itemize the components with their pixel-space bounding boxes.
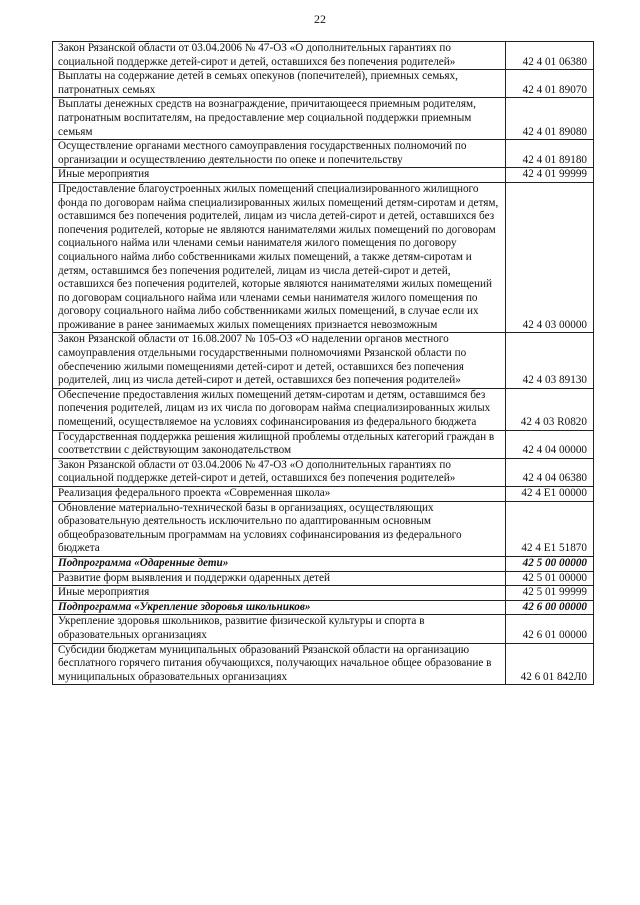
row-code-cell: 42 4 01 89070 (506, 70, 594, 98)
table-body (53, 42, 594, 685)
row-name-cell: Развитие форм выявления и поддержки одаренных детей (53, 571, 506, 586)
row-code-cell: 42 4 04 00000 (506, 430, 594, 458)
table-row (53, 615, 594, 643)
budget-classification-table (52, 41, 594, 685)
row-name-cell: Закон Рязанской области от 03.04.2006 № 47-ОЗ «О дополнительных гарантиях по социальной поддержке детей-сирот и детей, оставшихся без попечения родителей» (53, 42, 506, 70)
table-row (53, 70, 594, 98)
row-name-cell: Реализация федерального проекта «Современная школа» (53, 487, 506, 502)
row-code-cell: 42 5 01 99999 (506, 586, 594, 601)
row-name-cell: Выплаты денежных средств на вознаграждение, причитающееся приемным родителям, патронатным воспитателям, на предоставление мер социальной поддержки приемным семьям (53, 98, 506, 140)
row-code-cell: 42 4 01 06380 (506, 42, 594, 70)
row-code-cell: 42 5 00 00000 (506, 556, 594, 571)
table-row (53, 168, 594, 183)
table-row (53, 501, 594, 556)
page-number: 22 (314, 12, 326, 26)
row-name-cell: Подпрограмма «Укрепление здоровья школьников» (53, 600, 506, 615)
row-name-cell: Закон Рязанской области от 03.04.2006 № 47-ОЗ «О дополнительных гарантиях по социальной поддержке детей-сирот и детей, оставшихся без попечения родителей» (53, 458, 506, 486)
row-name-cell: Подпрограмма «Одаренные дети» (53, 556, 506, 571)
row-name-cell: Укрепление здоровья школьников, развитие физической культуры и спорта в образовательных организациях (53, 615, 506, 643)
row-name-cell: Иные мероприятия (53, 168, 506, 183)
row-code-cell: 42 4 01 89180 (506, 140, 594, 168)
row-code-cell: 42 4 01 89080 (506, 98, 594, 140)
table-row (53, 430, 594, 458)
table-row (53, 487, 594, 502)
table-row (53, 140, 594, 168)
table-row (53, 571, 594, 586)
table-row (53, 600, 594, 615)
row-name-cell: Субсидии бюджетам муниципальных образований Рязанской области на организацию бесплатного горячего питания обучающихся, получающих начальное общее образование в муниципальных образовательных организациях (53, 643, 506, 685)
row-name-cell: Выплаты на содержание детей в семьях опекунов (попечителей), приемных семьях, патронатных семьях (53, 70, 506, 98)
row-name-cell: Государственная поддержка решения жилищной проблемы отдельных категорий граждан в соответствии с действующим законодательством (53, 430, 506, 458)
row-code-cell: 42 6 01 00000 (506, 615, 594, 643)
row-code-cell: 42 6 00 00000 (506, 600, 594, 615)
row-code-cell: 42 4 E1 51870 (506, 501, 594, 556)
row-name-cell: Предоставление благоустроенных жилых помещений специализированного жилищного фонда по договорам найма специализированных жилых помещений детям-сиротам и детям, оставшимся без попечения родителей, лицам из числа детей-сирот и детей, оставшихся без попечения родителей, которые не являются нанимателями жилых помещений по договорам социального найма или членами семьи нанимателя жилого помещения по договору социального найма либо собственниками жилых помещений, а также детям-сиротам и детям, оставшимся без попечения родителей, лицам из числа детей-сирот и детей, оставшихся без попечения родителей, которые являются нанимателями жилых помещений по договорам социального найма или членами семьи нанимателя жилого помещения по договору социального найма либо собственниками жилых помещений, в случае если их проживание в ранее занимаемых жилых помещениях признается невозможным (53, 182, 506, 333)
table-row (53, 556, 594, 571)
row-code-cell: 42 6 01 842Л0 (506, 643, 594, 685)
row-code-cell: 42 4 03 89130 (506, 333, 594, 388)
table-row (53, 333, 594, 388)
table-row (53, 643, 594, 685)
row-code-cell: 42 5 01 00000 (506, 571, 594, 586)
table-row (53, 98, 594, 140)
table-row (53, 586, 594, 601)
row-code-cell: 42 4 E1 00000 (506, 487, 594, 502)
row-code-cell: 42 4 04 06380 (506, 458, 594, 486)
row-code-cell: 42 4 01 99999 (506, 168, 594, 183)
row-name-cell: Обновление материально-технической базы в организациях, осуществляющих образовательную деятельность исключительно по адаптированным основным общеобразовательным программам на условиях софинансирования из федерального бюджета (53, 501, 506, 556)
table-row (53, 182, 594, 333)
row-code-cell: 42 4 03 R0820 (506, 388, 594, 430)
row-name-cell: Закон Рязанской области от 16.08.2007 № 105-ОЗ «О наделении органов местного самоуправления отдельными государственными полномочиями Рязанской области по обеспечению жилыми помещениями детей-сирот и детей, оставшихся без попечения родителей, лиц из числа детей-сирот и детей, оставшихся без попечения родителей» (53, 333, 506, 388)
row-code-cell: 42 4 03 00000 (506, 182, 594, 333)
row-name-cell: Осуществление органами местного самоуправления государственных полномочий по организации и осуществлению деятельности по опеке и попечительству (53, 140, 506, 168)
table-row (53, 42, 594, 70)
table-row (53, 458, 594, 486)
table-row (53, 388, 594, 430)
row-name-cell: Иные мероприятия (53, 586, 506, 601)
row-name-cell: Обеспечение предоставления жилых помещений детям-сиротам и детям, оставшимся без попечения родителей, лицам из их числа по договорам найма специализированных жилых помещений, осуществляемое на условиях софинансирования из федерального бюджета (53, 388, 506, 430)
